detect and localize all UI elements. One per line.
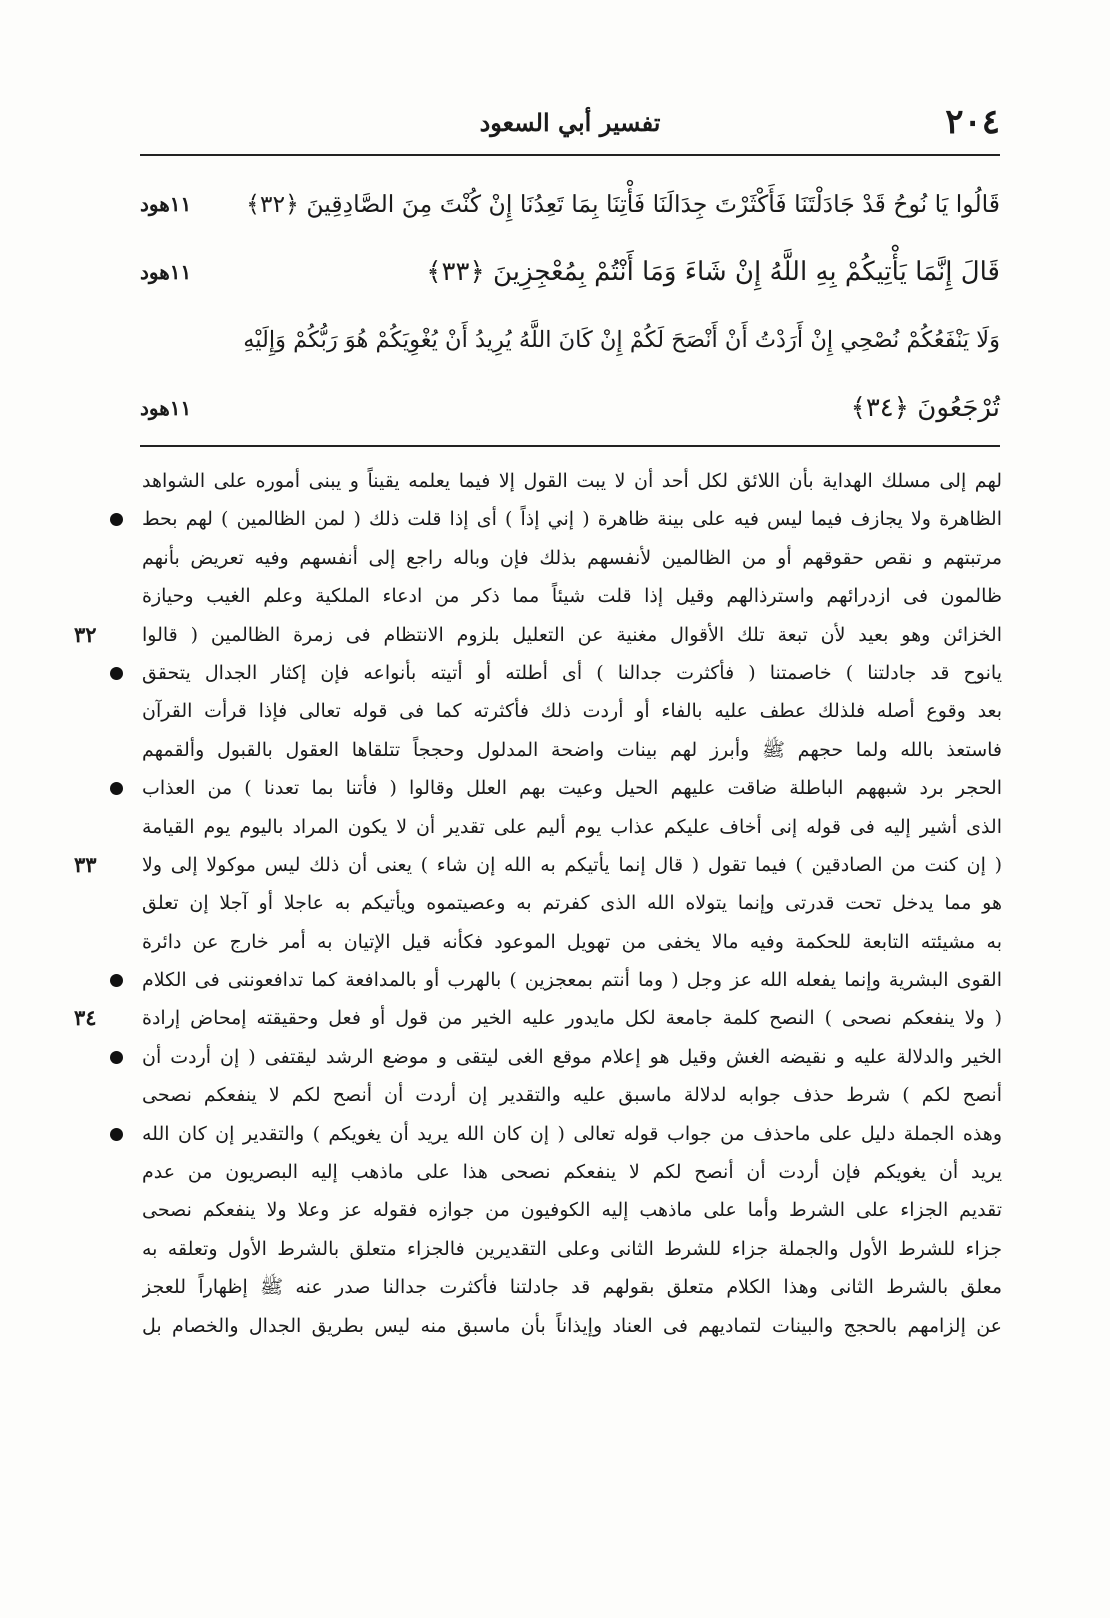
commentary-line: [132, 731, 1002, 769]
commentary-line: [132, 769, 1002, 807]
verses-divider: [140, 445, 1000, 447]
commentary-line-text: مرتبتهم و نقص حقوقهم أو من الظالمين لأنفسهم بذلك فإن وباله راجع إلى أنفسهم وفيه تعريض بأنهم: [142, 546, 1002, 569]
commentary-line-text: بعد وقوع أصله فلذلك عطف عليه بالفاء أو أردت ذلك فأكثرته كما فى قوله تعالى فإذا قرأت القرآن: [142, 700, 1002, 723]
verse-reference: ١١هود: [140, 192, 192, 216]
header-rule: [140, 154, 1000, 156]
commentary-line: [132, 1115, 1002, 1153]
commentary-line-text: الحجر برد شبههم الباطلة ضاقت عليهم الحيل وعيت بهم العلل وقالوا ( فأتنا بما تعدنا ) من العذاب: [142, 777, 1002, 800]
verse-line: [140, 374, 1000, 442]
commentary-line: [132, 539, 1002, 577]
verse-text: وَلَا يَنْفَعُكُمْ نُصْحِي إِنْ أَرَدْتُ أَنْ أَنْصَحَ لَكُمْ إِنْ كَانَ اللَّهُ يُرِيدُ أَنْ يُغْوِيَكُمْ هُوَ رَبُّكُمْ وَإِلَيْهِ: [243, 327, 1000, 353]
commentary-line-text: أنصح لكم ) شرط حذف جوابه لدلالة ماسبق عليه والتقدير إن أردت أن أنصح لكم لا ينفعكم نصحى: [142, 1084, 1002, 1107]
verse-text: قَالُوا يَا نُوحُ قَدْ جَادَلْتَنَا فَأَكْثَرْتَ جِدَالَنَا فَأْتِنَا بِمَا تَعِدُنَا إِنْ كُنْتَ مِنَ الصَّادِقِينَ ﴿٣٢﴾: [246, 190, 1000, 218]
verse-number-marker: ٣٣: [74, 851, 97, 877]
commentary-line-text: جزاء للشرط الأول والجملة جزاء للشرط الثانى وعلى التقديرين فالجزاء متعلق بالشرط الأول وتعلقه به: [142, 1237, 1002, 1260]
quran-verses: [140, 170, 1000, 442]
commentary-line-text: يريد أن يغويكم فإن أردت أن أنصح لكم لا ينفعكم نصحى هذا على ماذهب إليه البصريون من عدم: [142, 1161, 1002, 1184]
commentary-line: [132, 462, 1002, 500]
commentary-line-text: لهم إلى مسلك الهداية بأن اللائق لكل أحد أن لا يبت القول إلا فيما يعلمه يقيناً و يبنى أموره على الشواهد: [142, 470, 1002, 492]
commentary-line-text: الظاهرة ولا يجازف فيما ليس فيه على بينة ظاهرة ( إني إذاً ) أى إذا قلت ذلك ( لمن الظالمين ) لهم بحط: [142, 508, 1002, 531]
verse-number-marker: ٣٢: [74, 621, 97, 647]
commentary-line: [132, 808, 1002, 846]
bullet-marker: [110, 513, 123, 526]
commentary-line-text: به مشيئته التابعة للحكمة وفيه مالا يخفى من تهويل الموعود فكأنه قيل الإتيان به أمر خارج عن دائرة: [142, 930, 1002, 953]
bullet-marker: [110, 782, 123, 795]
bullet-marker: [110, 1128, 123, 1141]
commentary-line-text: هو مما يدخل تحت قدرتى وإنما يتولاه الله الذى كفرتم به وعصيتموه ويأتيكم به عاجلا أو آجلا إن تعلق: [142, 892, 1002, 915]
commentary-line: [132, 1076, 1002, 1114]
commentary-line-text: الخزائن وهو بعيد لأن تبعة تلك الأقوال مغنية عن التعليل بلزوم الانتظام فى زمرة الظالمين ( قالوا: [142, 623, 1002, 646]
commentary-line-text: يانوح قد جادلتنا ) خاصمتنا ( فأكثرت جدالنا ) أى أطلته أو أتيته بأنواعه فإن إكثار الجدال يتحقق: [142, 661, 1002, 684]
commentary-line: [74, 616, 1002, 654]
verse-reference: ١١هود: [140, 260, 192, 284]
page-number: ٢٠٤: [945, 102, 1000, 142]
verse-line: [140, 306, 1000, 374]
commentary-line: [132, 1191, 1002, 1229]
commentary-line-text: ( ولا ينفعكم نصحى ) النصح كلمة جامعة لكل مايدور عليه الخير من قول أو فعل وحقيقته إمحاض إرادة: [142, 1007, 1002, 1030]
verse-text: قَالَ إِنَّمَا يَأْتِيكُمْ بِهِ اللَّهُ إِنْ شَاءَ وَمَا أَنْتُمْ بِمُعْجِزِينَ ﴿٣٣﴾: [426, 257, 1000, 287]
commentary-line-text: عن إلزامهم بالحجج والبينات لتماديهم فى العناد وإيذاناً بأن ماسبق منه ليس بطريق الجدال والخصام بل: [142, 1314, 1002, 1337]
commentary-line-text: الذى أشير إليه فى قوله إنى أخاف عليكم عذاب يوم أليم على تقدير أن لا يكون المراد باليوم يوم القيامة: [142, 815, 1002, 838]
commentary-line-text: تقديم الجزاء على الشرط وأما على ماذهب إليه الكوفيون من جوازه فقوله عز وعلا ولا ينفعكم نصحى: [142, 1199, 1002, 1222]
bullet-marker: [110, 667, 123, 680]
verse-line: [140, 170, 1000, 238]
commentary-line: [132, 961, 1002, 999]
commentary-line: [132, 654, 1002, 692]
running-title: تفسير أبي السعود: [479, 108, 661, 137]
commentary-line: [132, 1307, 1002, 1345]
commentary-text: [74, 462, 1002, 1345]
commentary-line: [132, 692, 1002, 730]
commentary-line-text: ( إن كنت من الصادقين ) فيما تقول ( قال إنما يأتيكم به الله إن شاء ) يعنى أن ذلك ليس موكولا إلى ولا: [142, 853, 1002, 876]
commentary-line: [132, 500, 1002, 538]
verse-text: تُرْجَعُونَ ﴿٣٤﴾: [850, 393, 1000, 423]
commentary-line: [132, 1153, 1002, 1191]
verse-line: [140, 238, 1000, 306]
commentary-line-text: الخير والدلالة عليه و نقيضه الغش وقيل هو إعلام موقع الغى ليتقى و موضع الرشد ليقتفى ( إن أردت أن: [142, 1045, 1002, 1068]
commentary-line-text: وهذه الجملة دليل على ماحذف من جواب قوله تعالى ( إن كان الله يريد أن يغويكم ) والتقدير إن كان الله: [142, 1122, 1002, 1145]
verse-number-marker: ٣٤: [74, 1005, 97, 1031]
commentary-line-text: معلق بالشرط الثانى وهذا الكلام متعلق بقولهم قد جادلتنا فأكثرت جدالنا صدر عنه ﷺ إظهاراً للعجز: [142, 1276, 1002, 1299]
commentary-line: [132, 577, 1002, 615]
verse-reference: ١١هود: [140, 396, 192, 420]
page-header: [140, 98, 1000, 152]
commentary-line-text: فاستعذ بالله ولما حجهم ﷺ وأبرز لهم بينات واضحة المدلول وحججاً تتلقاها العقول بالقبول وألقمهم: [142, 738, 1002, 761]
commentary-line: [132, 923, 1002, 961]
commentary-line-text: القوى البشرية وإنما يفعله الله عز وجل ( وما أنتم بمعجزين ) بالهرب أو بالمدافعة كما تدافعوننى فى الكلام: [142, 969, 1002, 992]
commentary-line: [74, 846, 1002, 884]
commentary-line: [132, 1038, 1002, 1076]
commentary-line: [74, 999, 1002, 1037]
bullet-marker: [110, 1051, 123, 1064]
commentary-line: [132, 884, 1002, 922]
commentary-line-text: ظالمون فى ازدرائهم واسترذالهم وقيل إذا قلت شيئاً مما ذكر من ادعاء الملكية وعلم الغيب وحيازة: [142, 585, 1002, 608]
commentary-line: [132, 1268, 1002, 1306]
commentary-line: [132, 1230, 1002, 1268]
bullet-marker: [110, 974, 123, 987]
